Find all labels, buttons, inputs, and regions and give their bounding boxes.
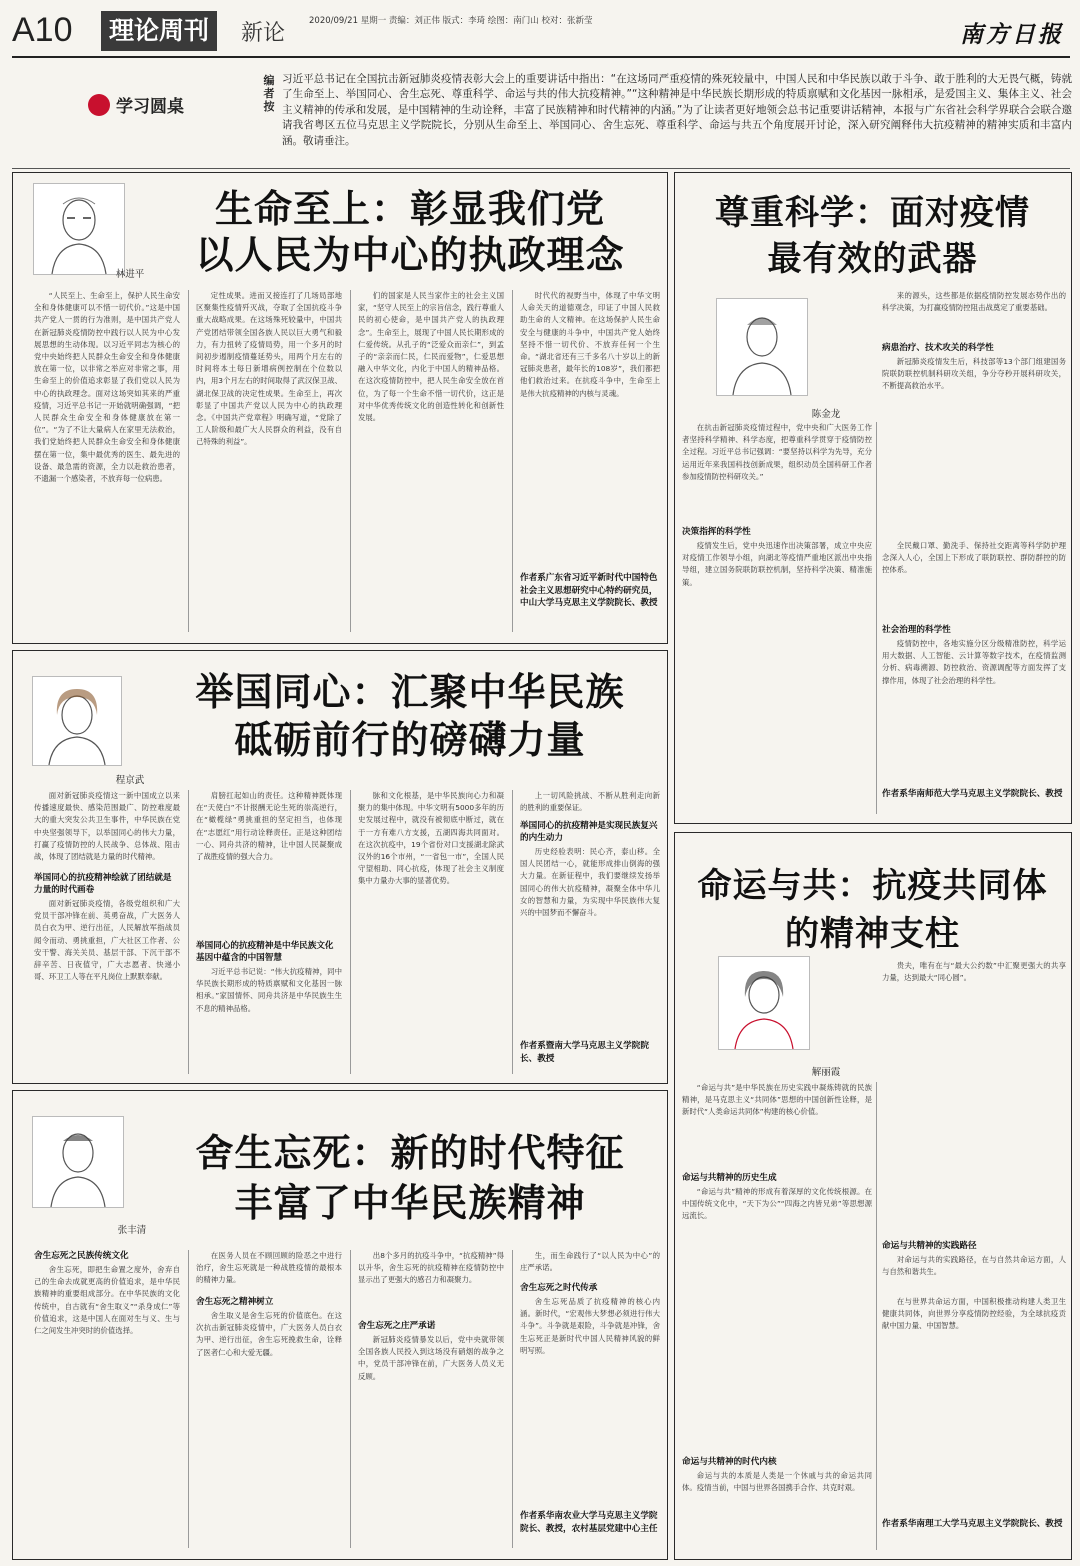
author-portrait-lin bbox=[33, 183, 125, 275]
page-number: A10 bbox=[12, 11, 73, 49]
article-column: 舍生忘死品质了抗疫精神的核心内涵。新时代，“宏观伟大梦想必须进行伟大斗争”。斗争就是艰险，斗争就是冲锋，舍生忘死正是新时代中国人民精神风貌的鲜明写照。 bbox=[520, 1297, 660, 1355]
newspaper-logo: 南方日报 bbox=[960, 21, 1064, 48]
author-byline: 作者系华南师范大学马克思主义学院院长、教授 bbox=[882, 789, 1063, 799]
headline-shared-destiny bbox=[680, 862, 1065, 958]
forum-name: 学习圆桌 bbox=[116, 97, 184, 117]
article-column: 在与世界共命运方面，中国积极推动构建人类卫生健康共同体，向世界分享疫情防控经验，为全球抗疫贡献中国力量、中国智慧。 bbox=[882, 1297, 1066, 1331]
article-column: 上一切风险挑战、不断从胜利走向新的胜利的重要保证。 bbox=[520, 791, 660, 813]
forum-logo-icon bbox=[88, 94, 110, 116]
section-subheading: 舍生忘死之精神树立 bbox=[196, 1297, 274, 1307]
author-byline: 作者系华南农业大学马克思主义学院院长、教授，农村基层党建中心主任 bbox=[520, 1511, 658, 1534]
author-name: 张丰清 bbox=[117, 1225, 147, 1236]
headline-line-2: 最有效的武器 bbox=[767, 239, 978, 279]
section-subheading: 舍生忘死之时代传承 bbox=[520, 1283, 598, 1293]
headline-line-2: 砥砺前行的磅礴力量 bbox=[234, 717, 586, 762]
article-column: “命运与共”是中华民族在历史实践中凝炼铸就的民族精神，是马克思主义“共同体”思想的中国创新性诠释，是新时代“人类命运共同体”构建的核心价值。 bbox=[682, 1083, 872, 1117]
author-byline: 作者系广东省习近平新时代中国特色社会主义思想研究中心特约研究员，中山大学马克思主义学院院长、教授 bbox=[520, 573, 658, 608]
editor-note-rule bbox=[12, 168, 1070, 169]
article-column: 们的国家是人民当家作主的社会主义国家，“坚守人民至上的宗旨信念，践行尊重人民的初心使命，是中国共产党人的执政理念”。生命至上，展现了中国人民长期形成的仁爱传统。从孔子的“泛爱众而亲仁”，到孟子的“亲亲而仁民，仁民而爱物”，仁爱思想融入中华文化，内化于中国人的精神品格。在这次疫情防控中，把人民生命安全放在首位，为了每一个生命不惜一切代价，这正是对中华优秀传统文化的创造性转化和创新性发展。 bbox=[358, 291, 504, 423]
headline-respect-science bbox=[680, 190, 1065, 282]
column-divider bbox=[512, 290, 513, 632]
article-column: 在抗击新冠肺炎疫情过程中，党中央和广大医务工作者坚持科学精神、科学态度，把尊重科学贯穿于疫情防控全过程。习近平总书记强调：“要坚持以科学为先导，充分运用近年来我国科技创新成果，组织动员全国科研工作者参加疫情防控科研攻关。” bbox=[682, 423, 872, 481]
article-column: 脉和文化根基，是中华民族向心力和凝聚力的集中体现。中华文明有5000多年的历史发展过程中，就没有被彻底中断过，就在于一方有难八方支援，五湖四海共同面对。在这次抗疫中，19个省份对口支援湖北除武汉外的16个市州，“一省包一市”，全国人民守望相助、同心抗疫，体现了社会主义制度集中力量办大事的显著优势。 bbox=[358, 791, 504, 886]
author-portrait-xie bbox=[718, 956, 810, 1050]
section-subheading: 举国同心的抗疫精神绘就了团结就是力量的时代画卷 bbox=[34, 873, 172, 895]
article-column: 生，而生命践行了“以人民为中心”的庄严承诺。 bbox=[520, 1251, 660, 1273]
article-column: 出8个多月的抗疫斗争中，“抗疫精神”得以升华，舍生忘死的抗疫精神在疫情防控中显示出了更强大的感召力和凝聚力。 bbox=[358, 1251, 504, 1285]
column-divider bbox=[512, 790, 513, 1074]
article-column: 舍生忘死，即把生命置之度外，舍弃自己的生命去成就更高的价值追求，是中华民族精神的重要组成部分。在中华民族的文化传统中，自古就有“舍生取义”“杀身成仁”等价值追求，这是中国人在面对生与义、生与仁之间发生冲突时的价值选择。 bbox=[34, 1265, 180, 1336]
article-column: 新冠肺炎疫情发生后，科技部等13个部门组建国务院联防联控机制科研攻关组，争分夺秒开展科研攻关，不断提高救治水平。 bbox=[882, 357, 1066, 391]
article-column: 疫情防控中，各地实施分区分级精准防控，科学运用大数据、人工智能、云计算等数字技术，在疫情监测分析、病毒溯源、防控救治、资源调配等方面发挥了支撑作用，体现了社会治理的科学性。 bbox=[882, 639, 1066, 685]
article-column: 历史经验表明：民心齐，泰山移。全国人民团结一心，就能形成排山倒海的强大力量。在新征程中，我们要继续发扬举国同心的伟大抗疫精神，凝聚全体中华儿女的智慧和力量，为实现中华民族伟大复兴的中国梦而不懈奋斗。 bbox=[520, 847, 660, 918]
article-column: 时代代的视野当中，体现了中华文明人命关天的道德观念，印证了中国人民救助生命的人文精神。在这场保护人民生命安全与健康的斗争中，中国共产党人始终坚持不惜一切代价、不放弃任何一个生命。“湖北省还有三千多名八十岁以上的新冠肺炎患者，最年长的108岁”，我们都把他们救治过来。在抗疫斗争中，生命至上是伟大抗疫精神的内核与灵魂。 bbox=[520, 291, 660, 398]
article-column: 面对新冠肺炎疫情，各级党组织和广大党员干部冲锋在前、英勇奋战，广大医务人员白衣为甲、逆行出征，人民解放军指战员闻令而动、勇挑重担，广大社区工作者、公安干警、海关关员、基层干部、下沉干部不辞辛苦、日夜值守，广大志愿者、快递小哥、环卫工人等在平凡岗位上默默奉献。 bbox=[34, 899, 180, 982]
headline-life-first bbox=[160, 186, 660, 278]
headline-line-2: 丰富了中华民族精神 bbox=[234, 1180, 586, 1225]
author-name: 程京武 bbox=[115, 775, 145, 786]
editor-note-label: 编者按 bbox=[263, 74, 275, 113]
headline-line-2: 以人民为中心的执政理念 bbox=[195, 232, 625, 277]
section-subheading: 病患治疗、技术攻关的科学性 bbox=[882, 343, 994, 353]
article-column: 在医务人员在不顾回顾的险恶之中进行治疗，舍生忘死就是一种战胜疫情的最根本的精神力量。 bbox=[196, 1251, 342, 1285]
section-title bbox=[101, 11, 217, 51]
section-subheading: 舍生忘死之庄严承诺 bbox=[358, 1321, 436, 1331]
column-divider bbox=[350, 1250, 351, 1548]
section-subheading: 命运与共精神的实践路径 bbox=[882, 1241, 977, 1251]
column-divider bbox=[188, 290, 189, 632]
author-portrait-zhang bbox=[32, 1116, 124, 1208]
section-subheading: 命运与共精神的历史生成 bbox=[682, 1173, 777, 1183]
portrait-sketch-icon bbox=[34, 184, 124, 274]
article-column: 命运与共的本质是人类是一个休戚与共的命运共同体。疫情当前，中国与世界各国携手合作、共克时艰。 bbox=[682, 1471, 872, 1493]
headline-line-1: 生命至上：彰显我们党 bbox=[214, 186, 605, 231]
portrait-sketch-icon bbox=[33, 677, 121, 765]
article-column: “人民至上、生命至上，保护人民生命安全和身体健康可以不惜一切代价。”这是中国共产党人一贯的行为准则，是中国共产党人在新冠肺炎疫情防控中践行以人民为中心发展思想的生动体现。以习近平同志为核心的党中央始终把人民群众生命安全和身体健康放在第一位，以非常之举应对非常之事，用生命至上的价值追求彰显了我们党以人民为中心的执政理念。面对这场突如其来的严重疫情，习近平总书记一开始就明确强调，“把人民群众生命安全和身体健康放在第一位”。“为了不让大量病人在家里无法救治，我们党始终把人民群众生命安全和身体健康摆在第一位，集中最优秀的医生、最先进的设备、最急需的资源，全力以赴救治患者，不遗漏一个感染者，不放弃每一位病患。 bbox=[34, 291, 180, 484]
article-column: 舍生取义是舍生忘死的价值底色。在这次抗击新冠肺炎疫情中，广大医务人员白衣为甲、逆行出征，舍生忘死挽救生命，诠释了医者仁心和大爱无疆。 bbox=[196, 1311, 342, 1357]
article-column: 对命运与共的实践路径，在与自然共命运方面，人与自然和谐共生。 bbox=[882, 1255, 1066, 1277]
column-divider bbox=[188, 790, 189, 1074]
column-divider bbox=[188, 1250, 189, 1548]
article-column: 习近平总书记说：“伟大抗疫精神，同中华民族长期形成的特质禀赋和文化基因一脉相承。”家国情怀、同舟共济是中华民族生生不息的精神品格。 bbox=[196, 967, 342, 1013]
headline-line-1: 尊重科学：面对疫情 bbox=[715, 193, 1030, 233]
headline-selfless-sacrifice bbox=[160, 1128, 660, 1228]
column-divider bbox=[876, 1082, 877, 1550]
article-column: 面对新冠肺炎疫情这一新中国成立以来传播速度最快、感染范围最广、防控难度最大的重大突发公共卫生事件，中华民族在党中央坚强领导下，以举国同心的伟大力量，打赢了疫情防控的人民战争、总体战、阻击战，体现了团结就是力量的时代精神。 bbox=[34, 791, 180, 862]
article-column: “命运与共”精神的形成有着深厚的文化传统根源。在中国传统文化中，“天下为公”“四海之内皆兄弟”等思想源远流长。 bbox=[682, 1187, 872, 1221]
section-subheading: 决策指挥的科学性 bbox=[682, 527, 751, 537]
author-name: 陈金龙 bbox=[811, 409, 841, 420]
portrait-sketch-icon bbox=[33, 1117, 123, 1207]
article-column: 来的源头，这些都是依据疫情防控发展态势作出的科学决策，为打赢疫情防控阻击战奠定了重要基础。 bbox=[882, 291, 1066, 313]
subsection-title: 新论 bbox=[241, 21, 286, 46]
article-column: 疫情发生后，党中央迅速作出决策部署，成立中央应对疫情工作领导小组，向湖北等疫情严重地区派出中央指导组，建立国务院联防联控机制，坚持科学决策、精准施策。 bbox=[682, 541, 872, 587]
forum-badge bbox=[88, 92, 184, 117]
portrait-sketch-icon bbox=[717, 299, 807, 395]
column-divider bbox=[350, 790, 351, 1074]
headline-line-1: 舍生忘死：新的时代特征 bbox=[195, 1130, 625, 1175]
section-name: 理论周刊 bbox=[109, 16, 210, 45]
headline-united-nation bbox=[160, 668, 660, 764]
article-column: 新冠肺炎疫情暴发以后，党中央就带领全国各族人民投入到这场没有硝烟的战争之中，党员干部冲锋在前，广大医务人员义无反顾。 bbox=[358, 1335, 504, 1381]
column-divider bbox=[350, 290, 351, 632]
section-subheading: 举国同心的抗疫精神是实现民族复兴的内生动力 bbox=[520, 821, 658, 843]
section-subheading: 舍生忘死之民族传统文化 bbox=[34, 1251, 129, 1261]
portrait-sketch-icon bbox=[719, 957, 809, 1049]
author-byline: 作者系华南理工大学马克思主义学院院长、教授 bbox=[882, 1519, 1063, 1529]
headline-line-2: 的精神支柱 bbox=[785, 914, 960, 954]
editor-note-text: 习近平总书记在全国抗击新冠肺炎疫情表彰大会上的重要讲话中指出：“在这场同严重疫情的殊死较量中，中国人民和中华民族以敢于斗争、敢于胜利的大无畏气概，铸就了生命至上、举国同心、舍生忘死、尊重科学、命运与共的伟大抗疫精神。”“这种精神是中华民族长期形成的特质禀赋和文化基因一脉相承，是爱国主义、集体主义、社会主义精神的传承和发展，是中国精神的生动诠释，丰富了民族精神和时代精神的内涵。”为了让读者更好地领会总书记重要讲话精神，本报与广东省社会科学界联合会联合邀请我省粤区五位马克思主义学院院长，分别从生命至上、举国同心、舍生忘死、尊重科学、命运与共五个角度展开讨论，深入研究阐释伟大抗疫精神的精神实质和丰富内涵。敬请垂注。 bbox=[282, 73, 1072, 147]
article-column: 贵夫，唯有在与“最大公约数”中汇聚更强大的共享力量，达到最大“同心圆”。 bbox=[882, 961, 1066, 983]
section-subheading: 社会治理的科学性 bbox=[882, 625, 951, 635]
author-portrait-cheng bbox=[32, 676, 122, 766]
column-divider bbox=[876, 422, 877, 814]
article-column: 全民戴口罩、勤洗手、保持社交距离等科学防护理念深入人心，全国上下形成了联防联控、群防群控的防控体系。 bbox=[882, 541, 1066, 575]
section-subheading: 命运与共精神的时代内核 bbox=[682, 1457, 777, 1467]
column-divider bbox=[512, 1250, 513, 1548]
author-byline: 作者系暨南大学马克思主义学院院长、教授 bbox=[520, 1041, 649, 1064]
author-name: 解丽霞 bbox=[811, 1067, 841, 1078]
article-column: 肩膀扛起如山的责任。这种精神既体现在“天使白”不计报酬无论生死的崇高逆行，在“橄榄绿”勇挑重担的坚定担当，也体现在“志愿红”用行动诠释责任。正是这种团结一心、同舟共济的精神，让中国人民凝聚成了战胜疫情的强大合力。 bbox=[196, 791, 342, 862]
article-column: 定性成果。进而又接连打了几场局部地区聚集性疫情歼灭战，夺取了全国抗疫斗争重大战略成果。在这场殊死较量中，中国共产党团结带领全国各族人民以巨大勇气和毅力，有力扭转了疫情局势，用一个多月的时间初步遏制疫情蔓延势头，用两个月左右的时间将本土每日新增病例控制在个位数以内，用3个月左右的时间取得了武汉保卫战、湖北保卫战的决定性成果。生命至上，再次彰显了中国共产党以人民为中心的执政理念。《中国共产党章程》明确写道，“党除了工人阶级和最广大人民群众的利益，没有自己特殊的利益”。 bbox=[196, 291, 342, 447]
headline-line-1: 举国同心：汇聚中华民族 bbox=[195, 669, 625, 714]
section-subheading: 举国同心的抗疫精神是中华民族文化基因中蕴含的中国智慧 bbox=[196, 941, 334, 963]
header-rule bbox=[12, 56, 1070, 58]
headline-line-1: 命运与共：抗疫共同体 bbox=[697, 866, 1048, 906]
credits: 2020/09/21 星期一 责编：刘正伟 版式：李琦 绘图：南门山 校对：张新莹 bbox=[309, 16, 593, 26]
author-name: 林进平 bbox=[115, 269, 145, 280]
author-portrait-chen bbox=[716, 298, 808, 396]
